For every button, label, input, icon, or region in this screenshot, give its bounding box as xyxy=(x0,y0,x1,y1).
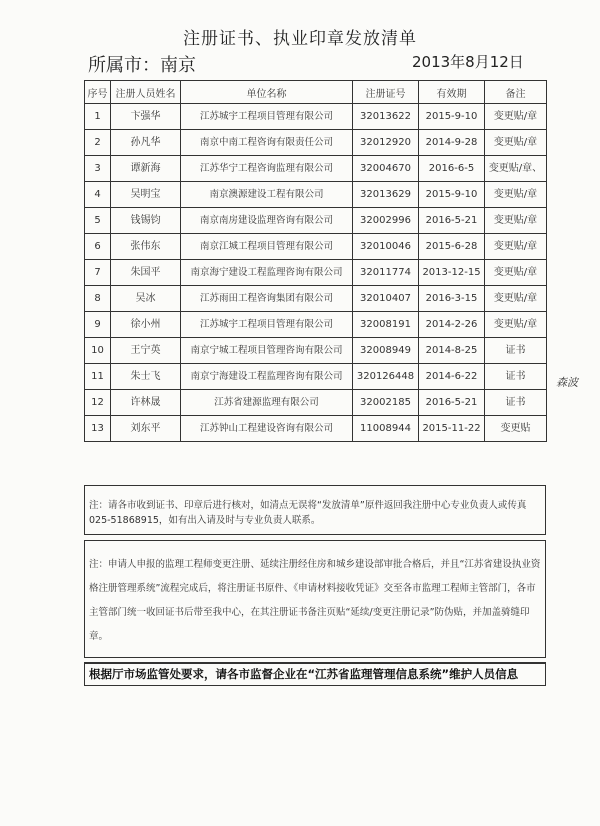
row-index: 3 xyxy=(85,156,111,182)
table-row xyxy=(85,182,547,208)
unit-name: 南京澳源建设工程有限公司 xyxy=(181,182,353,208)
cert-number: 11008944 xyxy=(353,416,419,442)
cert-number: 32013622 xyxy=(353,104,419,130)
remark: 证书 xyxy=(485,364,547,390)
validity-date: 2015-9-10 xyxy=(419,182,485,208)
row-index: 5 xyxy=(85,208,111,234)
remark: 变更贴/章 xyxy=(485,286,547,312)
row-index: 12 xyxy=(85,390,111,416)
table-row xyxy=(85,390,547,416)
remark: 证书 xyxy=(485,390,547,416)
table-row xyxy=(85,286,547,312)
remark: 变更贴 xyxy=(485,416,547,442)
unit-name: 江苏城宇工程项目管理有限公司 xyxy=(181,104,353,130)
validity-date: 2014-8-25 xyxy=(419,338,485,364)
unit-name: 江苏雨田工程咨询集团有限公司 xyxy=(181,286,353,312)
table-row xyxy=(85,312,547,338)
cert-number: 32002996 xyxy=(353,208,419,234)
system-maintenance-banner: 根据厅市场监管处要求，请各市监督企业在“江苏省监理管理信息系统”维护人员信息 xyxy=(84,662,546,686)
header-index: 序号 xyxy=(85,81,111,104)
unit-name: 南京中南工程咨询有限责任公司 xyxy=(181,130,353,156)
document-date: 2013年8月12日 xyxy=(412,53,524,71)
header-name: 注册人员姓名 xyxy=(111,81,181,104)
table-row xyxy=(85,130,547,156)
person-name: 王宁英 xyxy=(111,338,181,364)
person-name: 卞强华 xyxy=(111,104,181,130)
person-name: 徐小州 xyxy=(111,312,181,338)
remark: 变更贴/章 xyxy=(485,208,547,234)
remark: 变更贴/章 xyxy=(485,104,547,130)
header-validity: 有效期 xyxy=(419,81,485,104)
row-index: 7 xyxy=(85,260,111,286)
city-label: 所属市：南京 xyxy=(88,55,196,76)
handwritten-signature: 森波 xyxy=(556,376,578,389)
unit-name: 南京宁海建设工程监理咨询有限公司 xyxy=(181,364,353,390)
document-title: 注册证书、执业印章发放清单 xyxy=(183,29,417,49)
cert-number: 32008949 xyxy=(353,338,419,364)
verification-note: 注：请各市收到证书、印章后进行核对，如清点无误将“发放清单”原件返回我注册中心专业负责人或传真025-51868915，如有出入请及时与专业负责人联系。 xyxy=(84,485,546,535)
table-header-row xyxy=(85,81,547,104)
row-index: 1 xyxy=(85,104,111,130)
validity-date: 2016-5-21 xyxy=(419,208,485,234)
validity-date: 2015-6-28 xyxy=(419,234,485,260)
validity-date: 2015-11-22 xyxy=(419,416,485,442)
unit-name: 南京江城工程项目管理有限公司 xyxy=(181,234,353,260)
validity-date: 2016-3-15 xyxy=(419,286,485,312)
unit-name: 江苏华宁工程咨询监理有限公司 xyxy=(181,156,353,182)
table-row xyxy=(85,104,547,130)
row-index: 9 xyxy=(85,312,111,338)
unit-name: 江苏城宇工程项目管理有限公司 xyxy=(181,312,353,338)
table-row xyxy=(85,208,547,234)
row-index: 4 xyxy=(85,182,111,208)
cert-number: 32008191 xyxy=(353,312,419,338)
table-row xyxy=(85,156,547,182)
validity-date: 2013-12-15 xyxy=(419,260,485,286)
cert-number: 32013629 xyxy=(353,182,419,208)
remark: 变更贴/章 xyxy=(485,182,547,208)
unit-name: 南京宁城工程项目管理咨询有限公司 xyxy=(181,338,353,364)
unit-name: 江苏钟山工程建设咨询有限公司 xyxy=(181,416,353,442)
person-name: 刘东平 xyxy=(111,416,181,442)
validity-date: 2014-2-26 xyxy=(419,312,485,338)
validity-date: 2014-6-22 xyxy=(419,364,485,390)
unit-name: 南京南房建设监理咨询有限公司 xyxy=(181,208,353,234)
person-name: 朱士飞 xyxy=(111,364,181,390)
person-name: 谭新海 xyxy=(111,156,181,182)
validity-date: 2015-9-10 xyxy=(419,104,485,130)
table-row xyxy=(85,234,547,260)
person-name: 孙凡华 xyxy=(111,130,181,156)
person-name: 许林晟 xyxy=(111,390,181,416)
cert-number: 32012920 xyxy=(353,130,419,156)
row-index: 8 xyxy=(85,286,111,312)
person-name: 张伟东 xyxy=(111,234,181,260)
remark: 变更贴/章 xyxy=(485,234,547,260)
cert-number: 32011774 xyxy=(353,260,419,286)
table-row xyxy=(85,364,547,390)
cert-number: 32010046 xyxy=(353,234,419,260)
cert-number: 32002185 xyxy=(353,390,419,416)
remark: 变更贴/章 xyxy=(485,260,547,286)
header-unit: 单位名称 xyxy=(181,81,353,104)
unit-name: 南京海宁建设工程监理咨询有限公司 xyxy=(181,260,353,286)
unit-name: 江苏省建源监理有限公司 xyxy=(181,390,353,416)
person-name: 朱国平 xyxy=(111,260,181,286)
table-row xyxy=(85,416,547,442)
remark: 证书 xyxy=(485,338,547,364)
validity-date: 2014-9-28 xyxy=(419,130,485,156)
row-index: 2 xyxy=(85,130,111,156)
remark: 变更贴/章、 xyxy=(485,156,547,182)
person-name: 钱锡钧 xyxy=(111,208,181,234)
person-name: 吴明宝 xyxy=(111,182,181,208)
table-row xyxy=(85,260,547,286)
remark: 变更贴/章 xyxy=(485,130,547,156)
table-body xyxy=(85,104,547,442)
certificate-table xyxy=(84,80,547,442)
row-index: 13 xyxy=(85,416,111,442)
row-index: 6 xyxy=(85,234,111,260)
row-index: 11 xyxy=(85,364,111,390)
remark: 变更贴/章 xyxy=(485,312,547,338)
renewal-note: 注：申请人申报的监理工程师变更注册、延续注册经住房和城乡建设部审批合格后，并且“江苏省建设执业资格注册管理系统”流程完成后，将注册证书原件、《申请材料接收凭证》交至各市监理工程师主管部门，各市主管部门统一收回证书后带至我中心，在其注册证书备注页贴“延续/变更注册记录”防伪贴，并加盖骑缝印章。 xyxy=(84,540,546,658)
validity-date: 2016-6-5 xyxy=(419,156,485,182)
row-index: 10 xyxy=(85,338,111,364)
cert-number: 320126448 xyxy=(353,364,419,390)
header-cert-no: 注册证号 xyxy=(353,81,419,104)
cert-number: 32004670 xyxy=(353,156,419,182)
cert-number: 32010407 xyxy=(353,286,419,312)
table-row xyxy=(85,338,547,364)
person-name: 吴冰 xyxy=(111,286,181,312)
validity-date: 2016-5-21 xyxy=(419,390,485,416)
header-remark: 备注 xyxy=(485,81,547,104)
